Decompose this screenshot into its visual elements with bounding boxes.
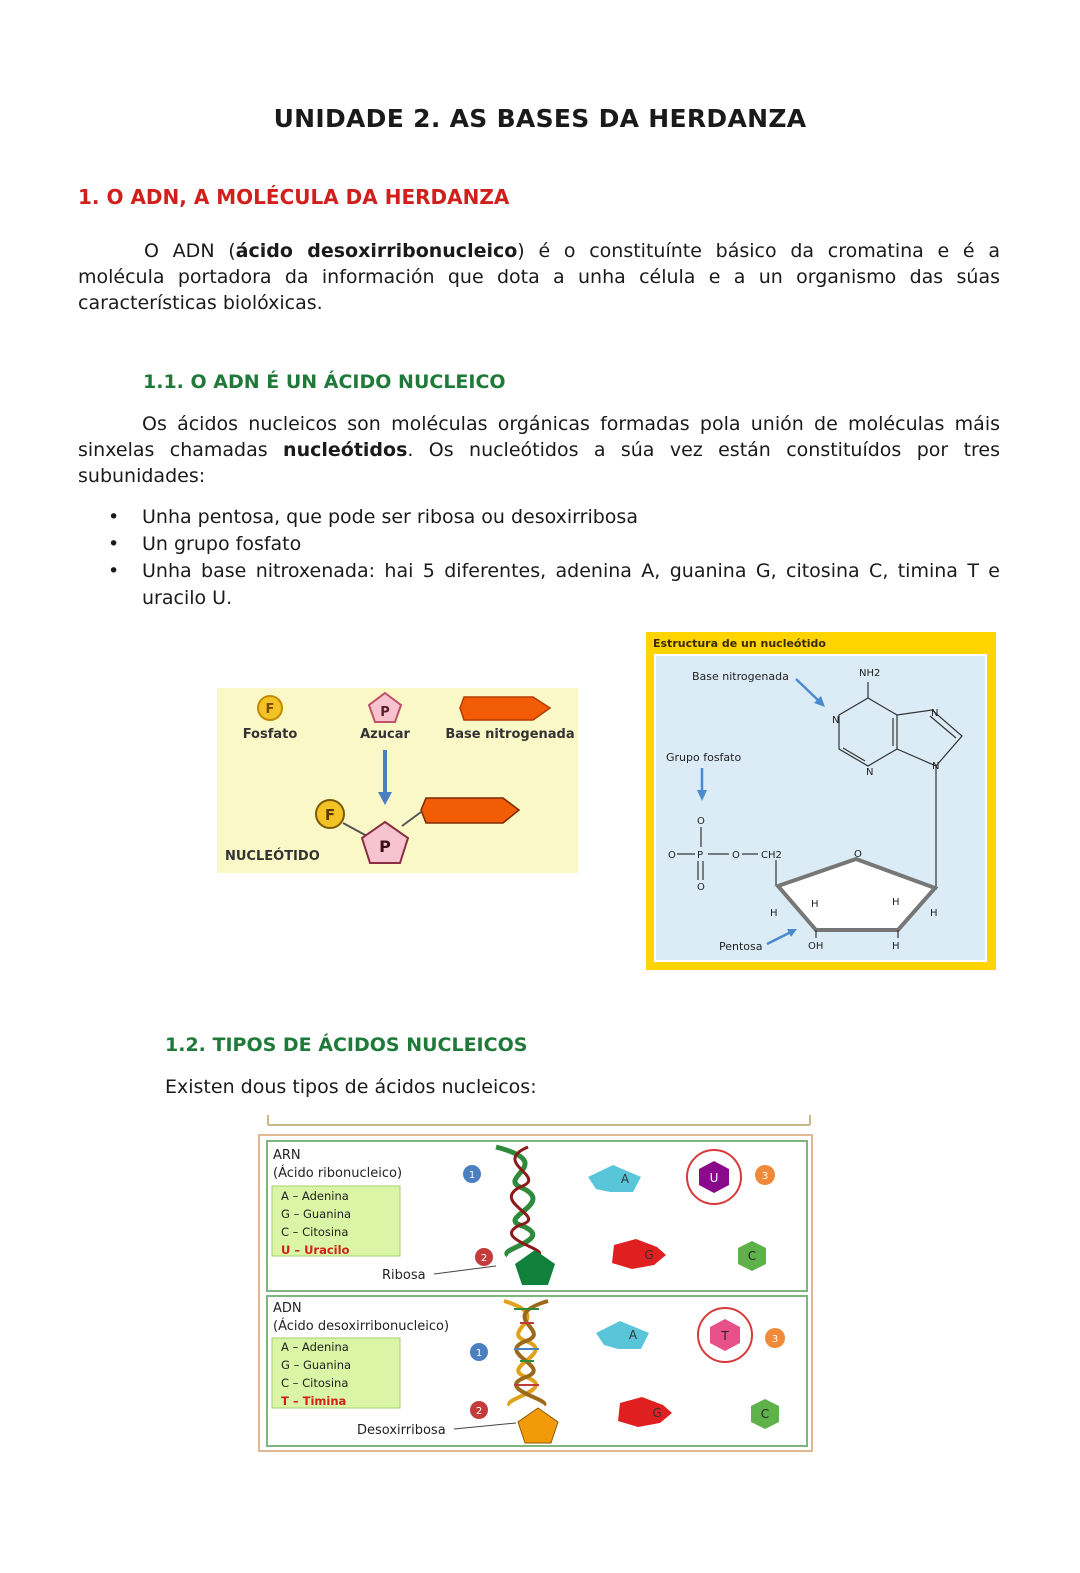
number-badge-text: 3 bbox=[761, 1171, 769, 1182]
para-bold-term: nucleótidos bbox=[283, 439, 408, 461]
arn-base-item: G – Guanina bbox=[281, 1207, 352, 1221]
thymine-letter: T bbox=[721, 1329, 729, 1343]
nh2-label: NH2 bbox=[859, 668, 881, 679]
arn-sugar-label: Ribosa bbox=[382, 1268, 426, 1283]
sugar-letter: P bbox=[380, 705, 390, 720]
arn-name: ARN bbox=[273, 1148, 301, 1163]
adn-sugar-label: Desoxirribosa bbox=[357, 1423, 446, 1438]
o-atom: O bbox=[732, 850, 740, 861]
base-label: Base nitrogenada bbox=[445, 727, 575, 742]
number-badge-text: 2 bbox=[480, 1253, 488, 1264]
nucleotide-diagram bbox=[217, 688, 578, 873]
cytosine-letter: C bbox=[747, 1249, 757, 1263]
section-1-heading: 1. O ADN, A MOLÉCULA DA HERDANZA bbox=[78, 185, 510, 209]
base-shape bbox=[421, 798, 519, 823]
number-badge-text: 2 bbox=[475, 1406, 483, 1417]
nucleotide-structure-diagram bbox=[646, 632, 996, 970]
section-1-paragraph bbox=[78, 238, 1000, 316]
phosphate-letter: F bbox=[265, 702, 275, 717]
intro-text-1: O ADN ( bbox=[144, 240, 236, 262]
h-atom: H bbox=[811, 899, 819, 910]
arn-base-item: A – Adenina bbox=[281, 1189, 349, 1203]
adn-base-item: G – Guanina bbox=[281, 1358, 352, 1372]
para-text-2: . Os nucleótidos a súa vez están constituídos por tres subunidades: bbox=[78, 439, 1000, 487]
guanine-letter: G bbox=[644, 1248, 654, 1262]
phosphate-label: Fosfato bbox=[242, 727, 298, 742]
number-badge-text: 1 bbox=[475, 1348, 483, 1359]
structure-title: Estructura de un nucleótido bbox=[653, 637, 826, 650]
ch2-label: CH2 bbox=[761, 850, 782, 861]
o-atom: O bbox=[697, 882, 705, 893]
section-1-1-heading: 1.1. O ADN É UN ÁCIDO NUCLEICO bbox=[143, 371, 506, 393]
sugar-label: Azucar bbox=[360, 727, 410, 742]
n-atom: N bbox=[931, 708, 939, 719]
pentosa-label: Pentosa bbox=[719, 940, 763, 953]
nucleic-acid-types-diagram bbox=[258, 1113, 814, 1453]
nucleotide-label: NUCLEÓTIDO bbox=[225, 849, 320, 864]
oh-group: OH bbox=[808, 941, 824, 952]
cytosine-letter: C bbox=[760, 1407, 770, 1421]
n-atom: N bbox=[832, 715, 840, 726]
adn-base-item: C – Citosina bbox=[281, 1376, 349, 1390]
o-atom: O bbox=[854, 849, 862, 860]
grupo-fosfato-label: Grupo fosfato bbox=[666, 751, 742, 764]
section-1-2-heading: 1.2. TIPOS DE ÁCIDOS NUCLEICOS bbox=[165, 1034, 528, 1056]
adn-name: ADN bbox=[273, 1301, 302, 1316]
para-text-1: Os ácidos nucleicos son moléculas orgánicas formadas pola unión de moléculas máis sinxelas chamadas bbox=[78, 413, 1000, 461]
h-atom: H bbox=[930, 908, 938, 919]
list-item: • Unha base nitroxenada: hai 5 diferentes, adenina A, guanina G, citosina C, timina T e uracilo U. bbox=[78, 558, 1000, 612]
adn-special-base: T – Timina bbox=[281, 1394, 347, 1408]
h-atom: H bbox=[892, 897, 900, 908]
base-shape bbox=[460, 697, 550, 720]
intro-bold-term: ácido desoxirribonucleico bbox=[235, 240, 518, 262]
section-1-2-intro: Existen dous tipos de ácidos nucleicos: bbox=[165, 1076, 537, 1098]
arn-base-item: C – Citosina bbox=[281, 1225, 349, 1239]
p-atom: P bbox=[697, 850, 704, 861]
adenine-letter: A bbox=[620, 1172, 630, 1186]
phosphate-letter: F bbox=[324, 806, 336, 824]
guanine-letter: G bbox=[652, 1406, 662, 1420]
adn-base-item: A – Adenina bbox=[281, 1340, 349, 1354]
n-atom: N bbox=[866, 767, 874, 778]
n-atom: N bbox=[932, 761, 940, 772]
arn-special-base: U – Uracilo bbox=[281, 1243, 350, 1257]
list-item: • Unha pentosa, que pode ser ribosa ou desoxirribosa bbox=[78, 504, 1000, 531]
page-title: UNIDADE 2. AS BASES DA HERDANZA bbox=[273, 104, 807, 133]
number-badge-text: 1 bbox=[468, 1170, 476, 1181]
intro-text-2: ) é o constituínte básico da cromatina e é a molécula portadora da información que dota a unha célula e a un organismo das súas características biolóxicas. bbox=[78, 240, 1000, 314]
section-1-1-paragraph bbox=[78, 411, 1000, 489]
arn-full-name: (Ácido ribonucleico) bbox=[273, 1166, 403, 1181]
o-atom: O bbox=[697, 816, 705, 827]
h-atom: H bbox=[892, 941, 900, 952]
adenine-letter: A bbox=[628, 1328, 638, 1342]
o-atom: O bbox=[668, 850, 676, 861]
number-badge-text: 3 bbox=[771, 1334, 779, 1345]
subunit-list bbox=[78, 504, 1000, 612]
uracil-letter: U bbox=[709, 1171, 719, 1185]
h-atom: H bbox=[770, 908, 778, 919]
adn-full-name: (Ácido desoxirribonucleico) bbox=[273, 1319, 450, 1334]
sugar-letter: P bbox=[379, 837, 391, 856]
base-nitrogenada-label: Base nitrogenada bbox=[692, 670, 789, 683]
list-item: • Un grupo fosfato bbox=[78, 531, 1000, 558]
